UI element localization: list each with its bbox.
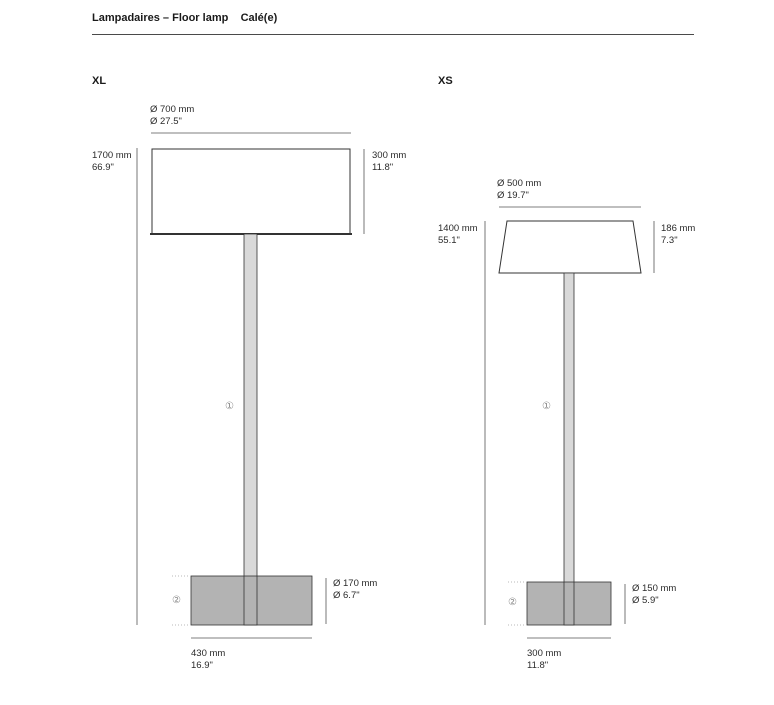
xl-part-1-marker: ① (225, 401, 234, 412)
xs-shade-diameter-in: Ø 19.7" (497, 190, 529, 201)
xs-base (527, 582, 611, 625)
xs-base-width-in: 11.8" (527, 660, 549, 671)
xl-base-width-label (191, 648, 225, 672)
xs-pole-diameter-in: Ø 5.9" (632, 595, 659, 606)
xl-base-width-mm: 430 mm (191, 648, 226, 659)
xl-shade-height-mm: 300 mm (372, 150, 407, 161)
xs-pole-diameter-label (632, 583, 676, 607)
xs-drawing (485, 207, 654, 638)
xs-base-width-label (527, 648, 561, 672)
xs-shade (499, 221, 641, 273)
xl-shade-diameter-label (150, 104, 194, 128)
xl-section-label: XL (92, 75, 107, 87)
xl-base (191, 576, 312, 625)
xl-pole-diameter-in: Ø 6.7" (333, 590, 360, 601)
xl-shade-diameter-mm: Ø 700 mm (150, 104, 195, 115)
xs-pole-diameter-mm: Ø 150 mm (632, 583, 677, 594)
xs-section-label: XS (438, 75, 453, 87)
xl-shade (152, 149, 350, 234)
xs-shade-diameter-mm: Ø 500 mm (497, 178, 542, 189)
xl-pole (244, 234, 257, 625)
xl-drawing (137, 133, 364, 638)
xs-shade-diameter-label (497, 178, 541, 202)
xs-shade-height-in: 7.3" (661, 235, 678, 246)
xl-height-mm: 1700 mm (92, 150, 132, 161)
xl-pole-diameter-label (333, 578, 377, 602)
xl-height-in: 66.9" (92, 162, 114, 173)
xs-pole (564, 273, 574, 625)
xs-part-2-marker: ② (508, 597, 517, 608)
xl-shade-height-in: 11.8" (372, 162, 394, 173)
xl-shade-diameter-in: Ø 27.5" (150, 116, 182, 127)
xl-part-2-marker: ② (172, 595, 181, 606)
xl-shade-height-label (372, 150, 406, 174)
header-subtitle: Calé(e) (240, 12, 278, 24)
xl-height-label (92, 150, 132, 174)
xs-shade-height-label (661, 223, 695, 247)
xs-part-1-marker: ① (542, 401, 551, 412)
xs-shade-height-mm: 186 mm (661, 223, 696, 234)
xl-base-width-in: 16.9" (191, 660, 213, 671)
xs-base-width-mm: 300 mm (527, 648, 562, 659)
xs-height-label (438, 223, 478, 247)
xs-height-in: 55.1" (438, 235, 460, 246)
header-title: Lampadaires – Floor lamp (92, 12, 229, 24)
xs-height-mm: 1400 mm (438, 223, 478, 234)
xl-pole-diameter-mm: Ø 170 mm (333, 578, 378, 589)
